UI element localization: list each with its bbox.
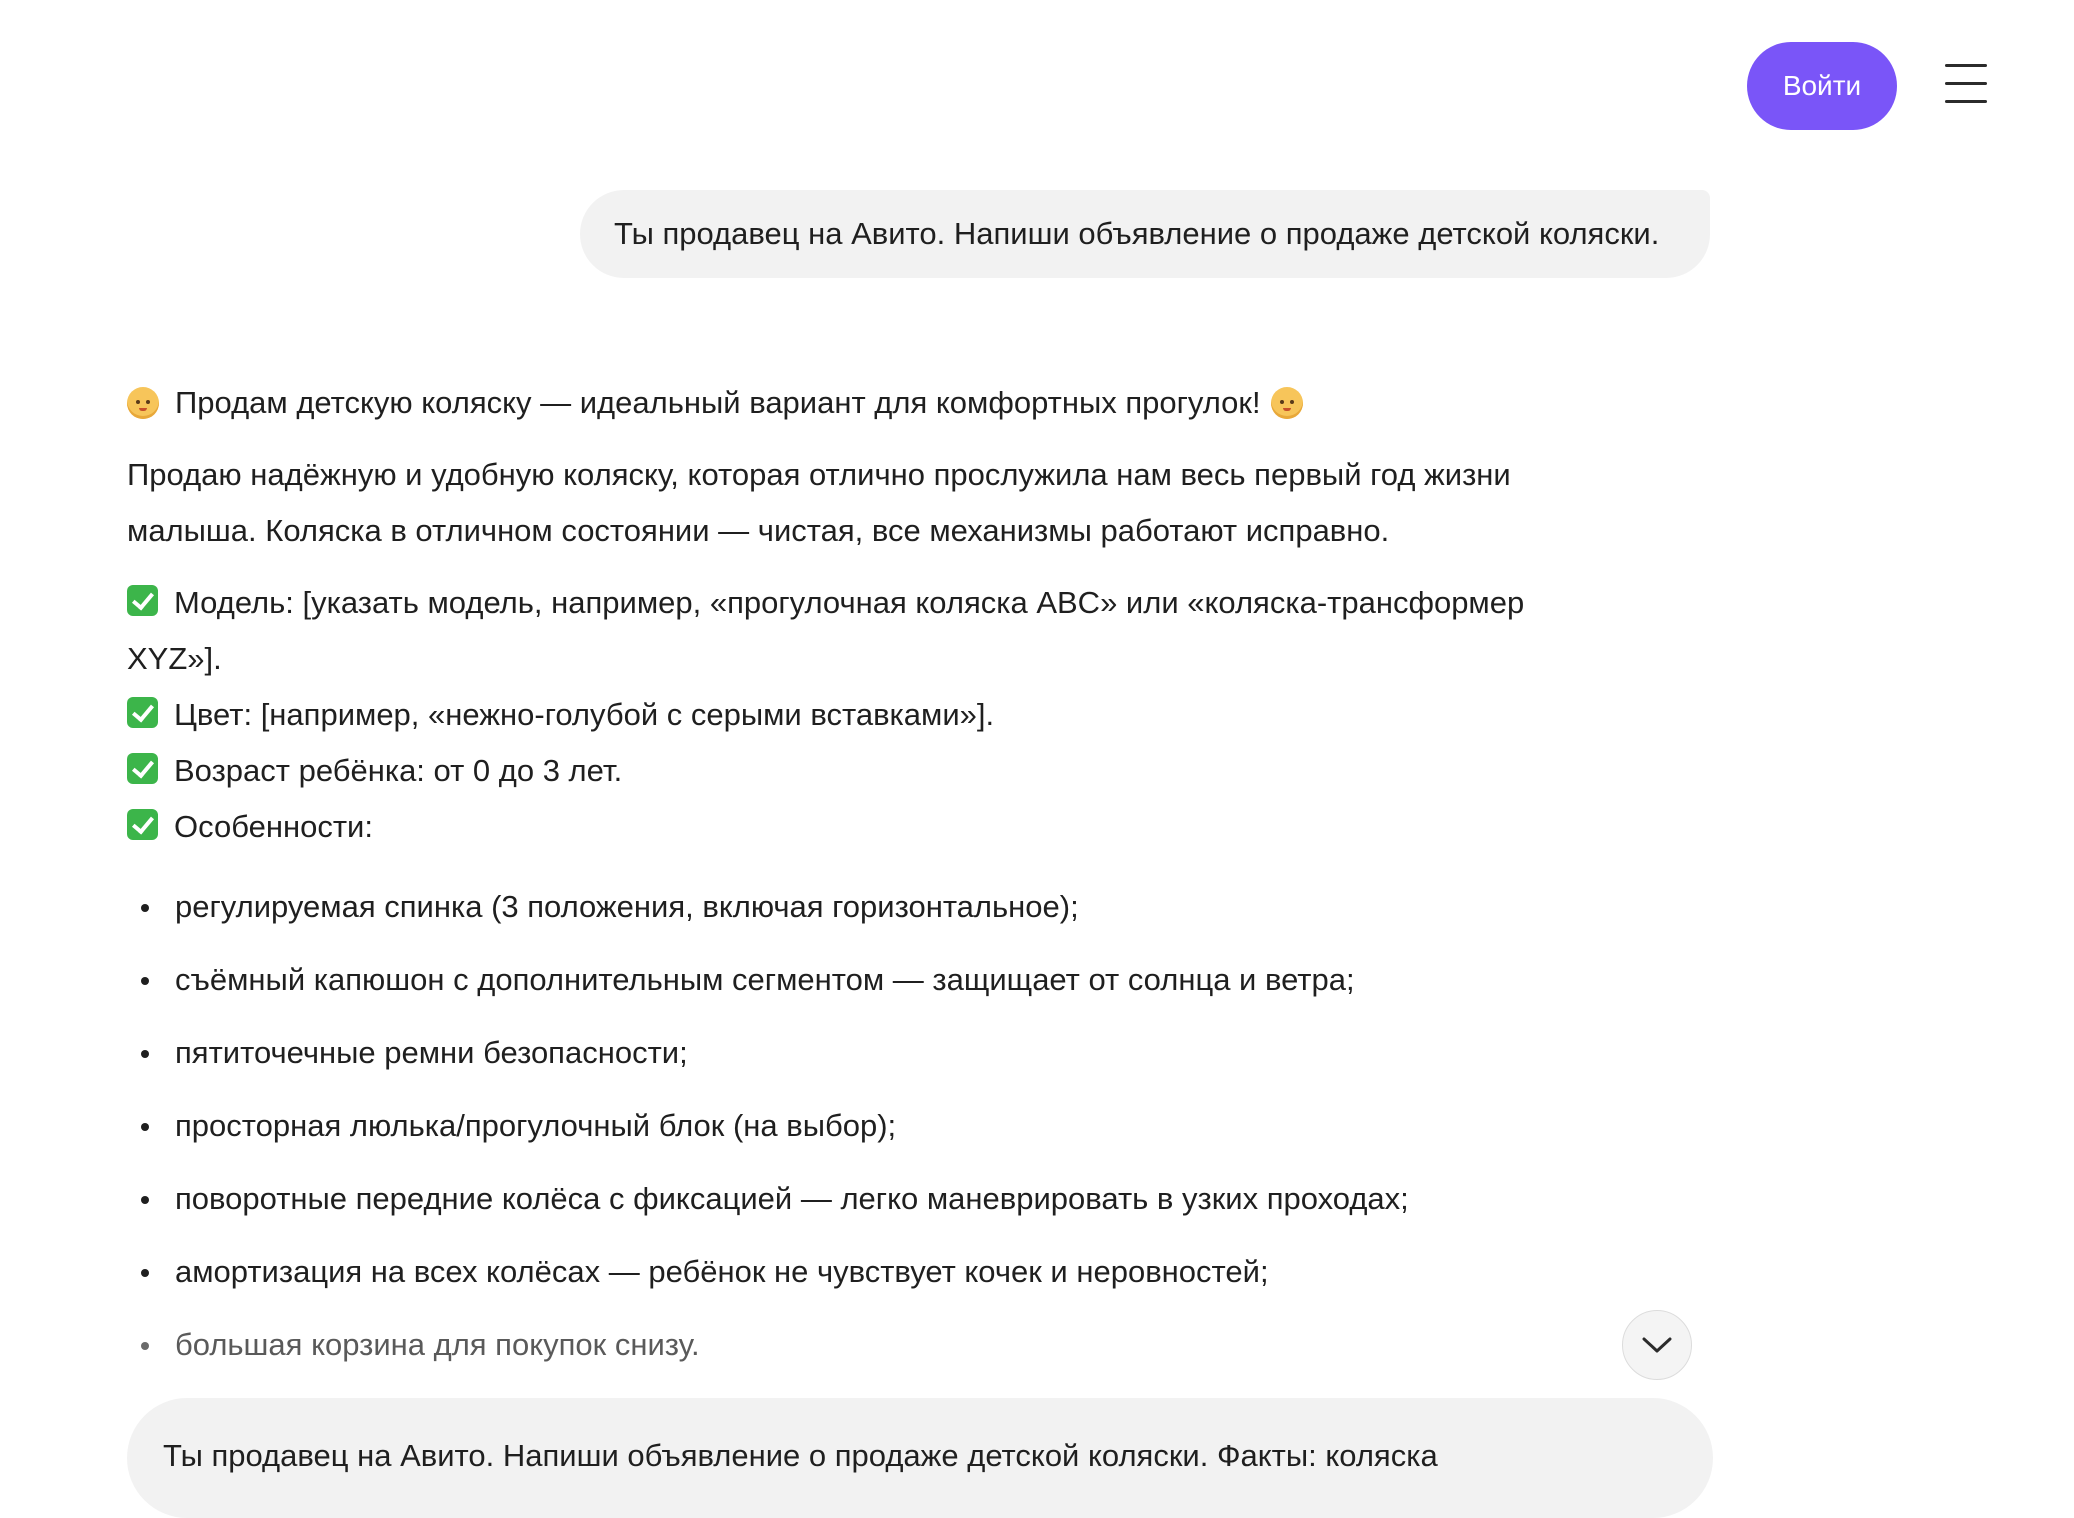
feature-text: Особенности: — [174, 809, 373, 844]
login-button[interactable]: Войти — [1747, 42, 1897, 130]
bullet-icon — [141, 1342, 149, 1350]
feature-text: Модель: [указать модель, например, «прогулочная коляска ABC» или «коляска-трансформер XYZ»]. — [127, 585, 1525, 676]
answer-intro: Продаю надёжную и удобную коляску, которая отлично прослужила нам весь первый год жизни малыша. Коляска в отличном состоянии — чистая, все механизмы работают исправно. — [127, 457, 1511, 548]
feature-text: Цвет: [например, «нежно-голубой с серыми вставками»]. — [174, 697, 995, 732]
list-item — [127, 1317, 1587, 1373]
bullet-icon — [141, 1123, 149, 1131]
feature-item — [127, 687, 1587, 743]
feature-list — [127, 575, 1587, 855]
list-item — [127, 1025, 1587, 1081]
list-item-text: большая корзина для покупок снизу. — [175, 1327, 700, 1362]
hamburger-menu-icon[interactable] — [1945, 64, 1989, 104]
feature-item — [127, 743, 1587, 799]
list-item — [127, 879, 1587, 935]
list-item — [127, 952, 1587, 1008]
assistant-answer — [127, 375, 1587, 1390]
answer-heading-text: Продам детскую коляску — идеальный вариант для комфортных прогулок! — [175, 385, 1261, 420]
baby-face-icon — [127, 387, 159, 419]
user-message-text: Ты продавец на Авито. Напиши объявление о продаже детской коляски. — [614, 216, 1660, 251]
list-item-text: съёмный капюшон с дополнительным сегментом — защищает от солнца и ветра; — [175, 962, 1355, 997]
feature-item — [127, 575, 1587, 687]
menu-bar — [1945, 100, 1987, 103]
menu-bar — [1945, 64, 1987, 67]
composer-text: Ты продавец на Авито. Напиши объявление о продаже детской коляски. Факты: коляска — [163, 1438, 1438, 1473]
list-item-text: амортизация на всех колёсах — ребёнок не чувствует кочек и неровностей; — [175, 1254, 1269, 1289]
scroll-down-button[interactable] — [1622, 1310, 1692, 1380]
message-composer[interactable] — [127, 1398, 1713, 1518]
bullet-icon — [141, 1196, 149, 1204]
check-mark-button-icon — [127, 809, 158, 840]
list-item — [127, 1244, 1587, 1300]
bullet-icon — [141, 1050, 149, 1058]
chevron-down-icon — [1641, 1335, 1673, 1355]
feature-item — [127, 799, 1587, 855]
list-item — [127, 1098, 1587, 1154]
baby-face-icon — [1271, 387, 1303, 419]
check-mark-button-icon — [127, 585, 158, 616]
answer-heading — [127, 375, 1587, 431]
list-item-text: поворотные передние колёса с фиксацией — легко маневрировать в узких проходах; — [175, 1181, 1409, 1216]
feature-text: Возраст ребёнка: от 0 до 3 лет. — [174, 753, 623, 788]
list-item — [127, 1171, 1587, 1227]
check-mark-button-icon — [127, 697, 158, 728]
bullet-icon — [141, 977, 149, 985]
list-item-text: просторная люлька/прогулочный блок (на выбор); — [175, 1108, 897, 1143]
features-bullet-list — [127, 879, 1587, 1373]
list-item-text: пятиточечные ремни безопасности; — [175, 1035, 688, 1070]
bullet-icon — [141, 1269, 149, 1277]
menu-bar — [1945, 82, 1987, 85]
check-mark-button-icon — [127, 753, 158, 784]
bullet-icon — [141, 904, 149, 912]
user-message-bubble — [580, 190, 1710, 278]
list-item-text: регулируемая спинка (3 положения, включая горизонтальное); — [175, 889, 1079, 924]
